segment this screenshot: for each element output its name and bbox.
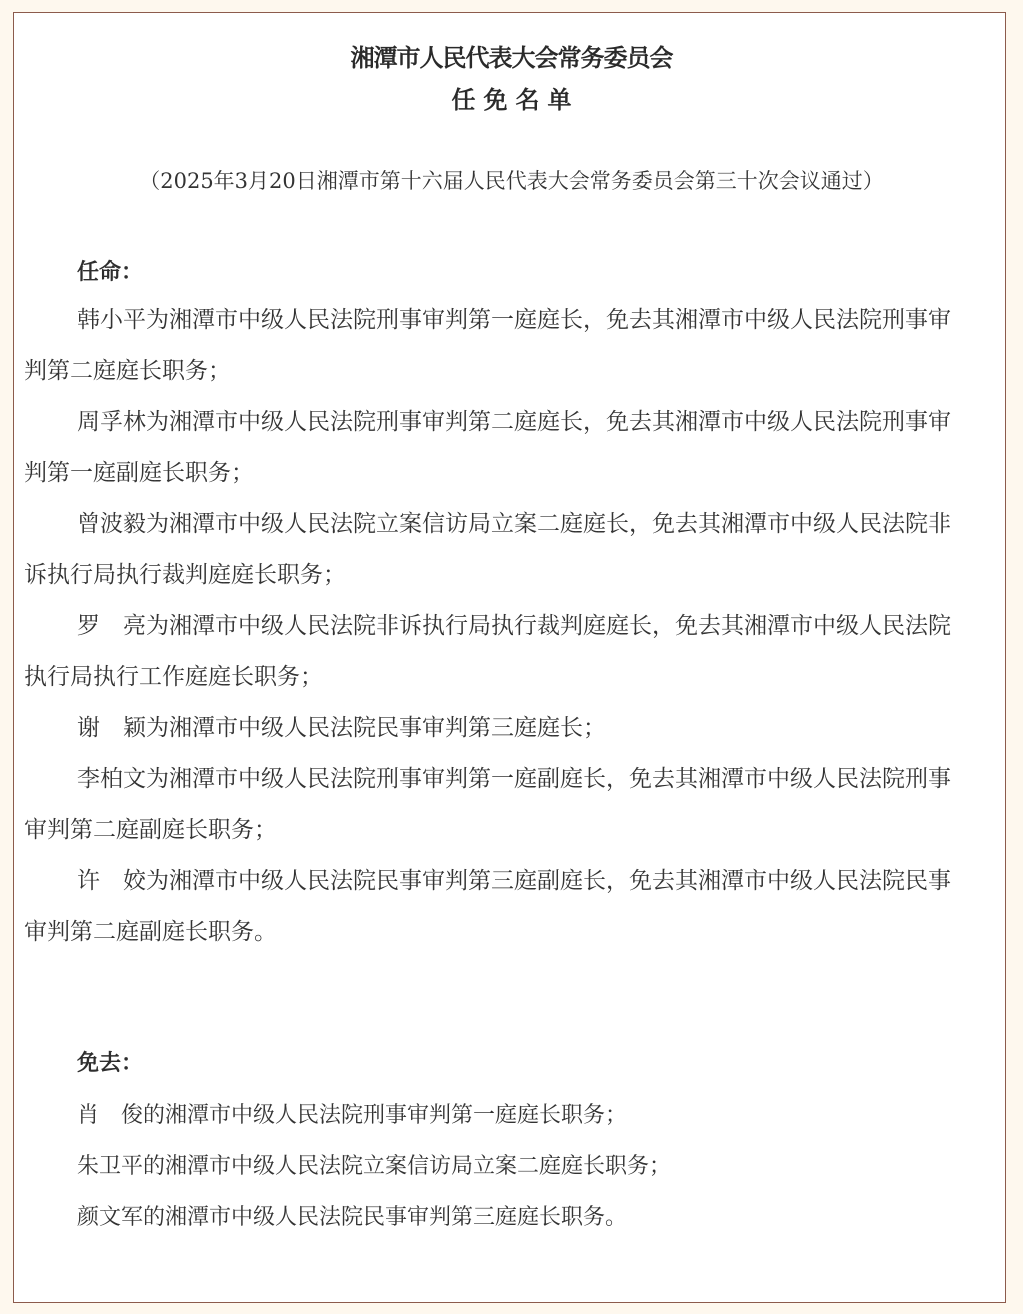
appoint-heading: 任命： <box>77 260 144 285</box>
document-title: 湘潭市人民代表大会常务委员会 <box>350 44 673 72</box>
appoint-entry: 李柏文为湘潭市中级人民法院刑事审判第一庭副庭长，免去其湘潭市中级人民法院刑事审判第二庭副庭长职务； <box>24 766 951 843</box>
remove-entry: 颜文军的湘潭市中级人民法院民事审判第三庭庭长职务。 <box>77 1205 628 1230</box>
appoint-entry: 谢 颖为湘潭市中级人民法院民事审判第三庭庭长； <box>77 715 606 741</box>
remove-heading: 免去： <box>77 1051 144 1076</box>
appoint-entry: 曾波毅为湘潭市中级人民法院立案信访局立案二庭庭长，免去其湘潭市中级人民法院非诉执行局执行裁判庭庭长职务； <box>24 511 951 588</box>
remove-entry: 朱卫平的湘潭市中级人民法院立案信访局立案二庭庭长职务； <box>77 1154 672 1179</box>
document-subtitle: 任免名单 <box>451 86 580 114</box>
remove-entry: 肖 俊的湘潭市中级人民法院刑事审判第一庭庭长职务； <box>77 1103 628 1128</box>
meeting-note: （2025年3月20日湘潭市第十六届人民代表大会常务委员会第三十次会议通过） <box>139 169 884 193</box>
appoint-entry: 许 姣为湘潭市中级人民法院民事审判第三庭副庭长，免去其湘潭市中级人民法院民事审判第二庭副庭长职务。 <box>24 868 951 945</box>
appoint-entry: 罗 亮为湘潭市中级人民法院非诉执行局执行裁判庭庭长，免去其湘潭市中级人民法院执行局执行工作庭庭长职务； <box>24 613 951 690</box>
appoint-entry: 周孚林为湘潭市中级人民法院刑事审判第二庭庭长，免去其湘潭市中级人民法院刑事审判第一庭副庭长职务； <box>24 409 951 486</box>
appoint-entry: 韩小平为湘潭市中级人民法院刑事审判第一庭庭长，免去其湘潭市中级人民法院刑事审判第二庭庭长职务； <box>24 307 951 384</box>
